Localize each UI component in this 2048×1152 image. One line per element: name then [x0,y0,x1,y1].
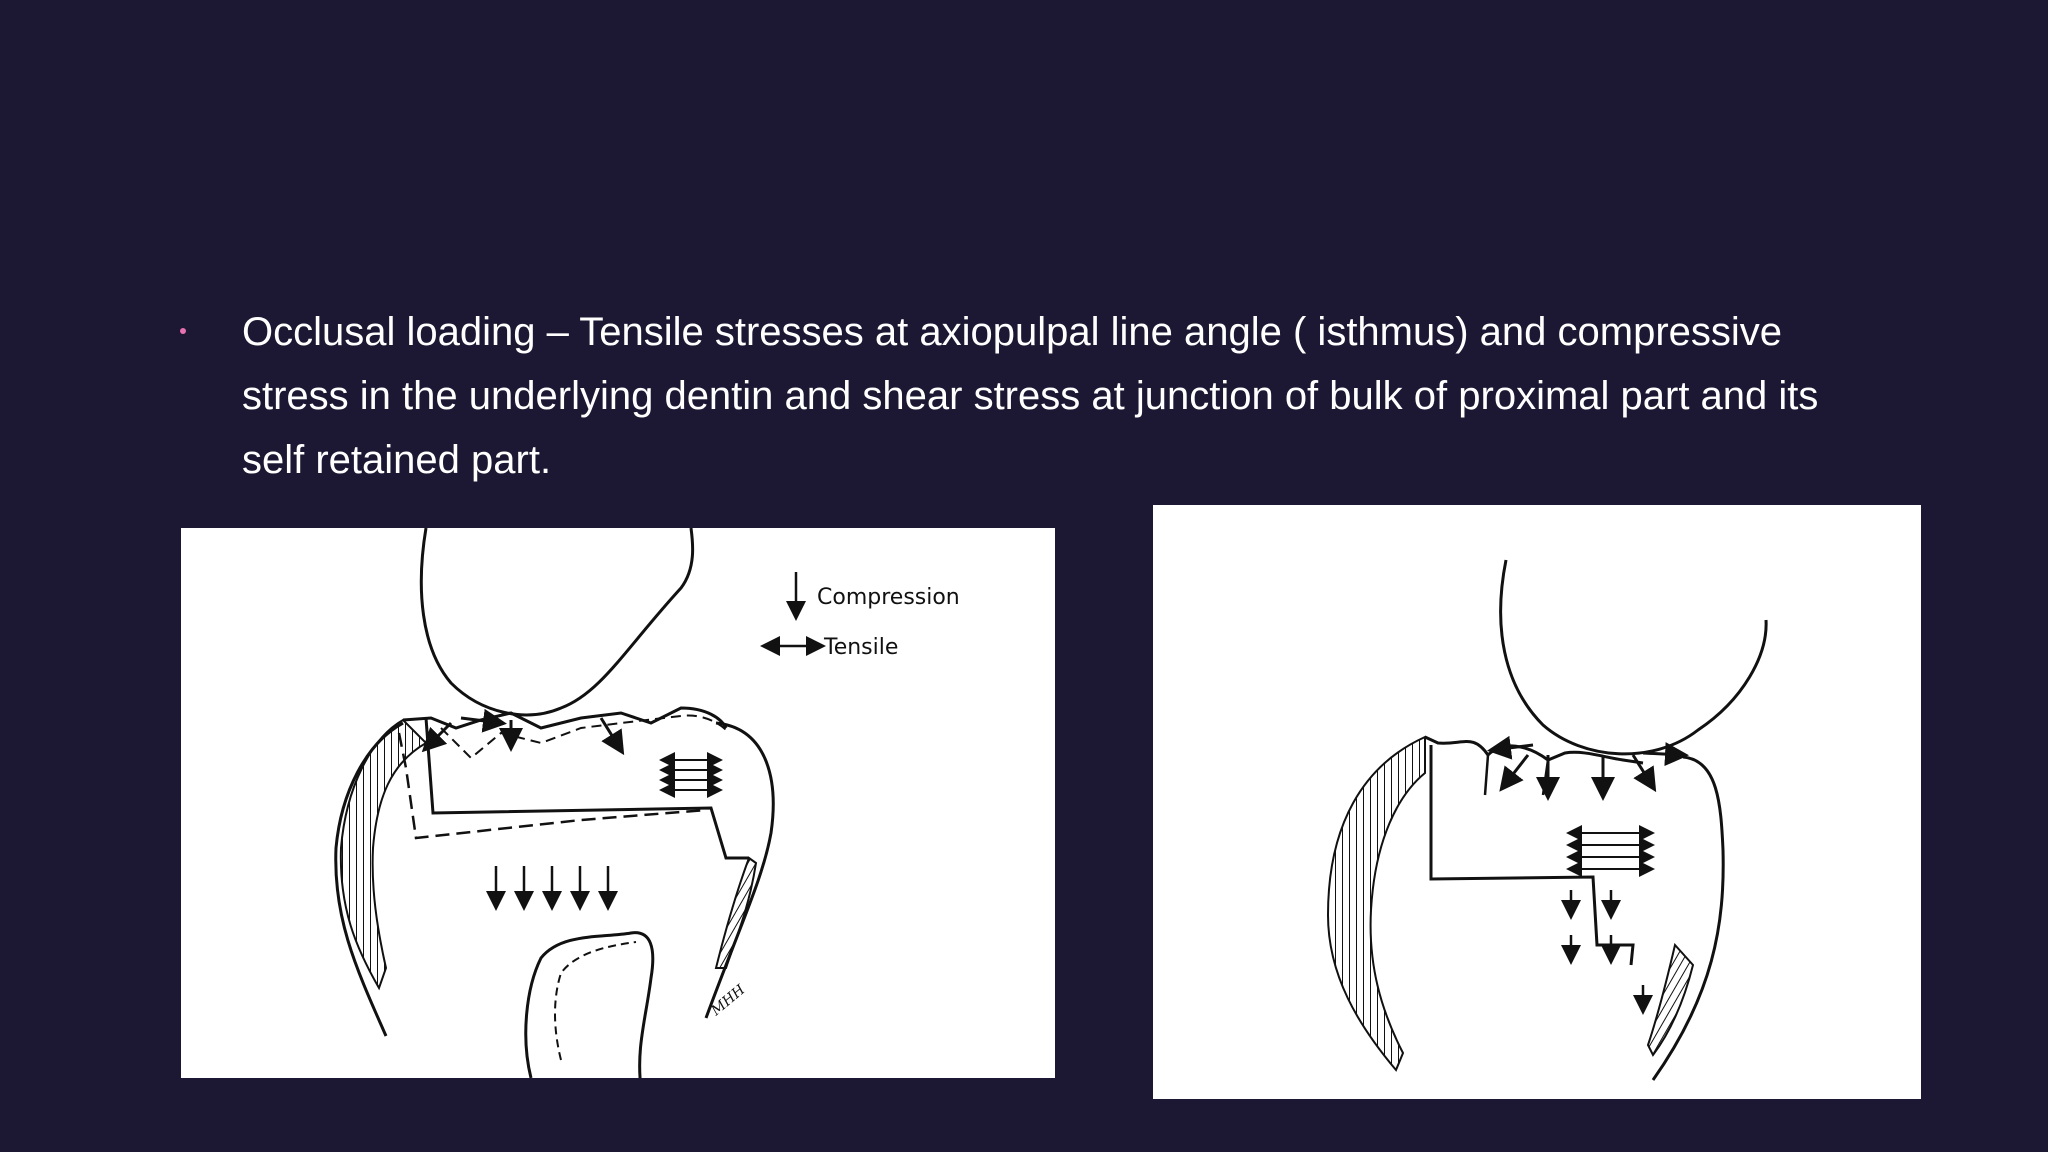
bullet-text: Occlusal loading – Tensile stresses at axiopulpal line angle ( isthmus) and compressive stress in the underlying dentin and shear stress at junction of bulk of proximal part and its self retained part. [242,310,1819,482]
restoration-cavity [426,718,749,858]
enamel-left [341,720,426,988]
tooth-outline-right [706,723,773,1018]
artist-signature: MHH [708,981,749,1020]
deformed-outline [399,733,706,838]
load-arrows [426,718,621,750]
bullet-dot [180,328,186,334]
opposing-cusp-right [1501,560,1766,754]
enamel-right2 [1648,945,1693,1055]
tensile-arrows [671,760,719,790]
enamel-left-right [1328,737,1425,1070]
left-diagram-svg [181,528,1055,1078]
legend-compression-label: Compression [817,585,960,610]
restoration-right [1425,737,1643,763]
enamel-right [716,858,756,968]
tensile-arrows-right [1578,833,1651,869]
legend-tensile-label: Tensile [824,635,899,660]
left-diagram [181,528,1055,1078]
right-diagram-svg [1153,505,1921,1099]
legend [775,572,960,660]
pulp-chamber-dashed [555,942,636,1060]
opposing-cusp [421,528,692,715]
pulp-chamber [526,933,653,1078]
restoration-outline [403,708,726,728]
right-diagram [1153,505,1921,1099]
cusp-ridges [1485,755,1603,795]
compression-arrows [496,866,608,906]
